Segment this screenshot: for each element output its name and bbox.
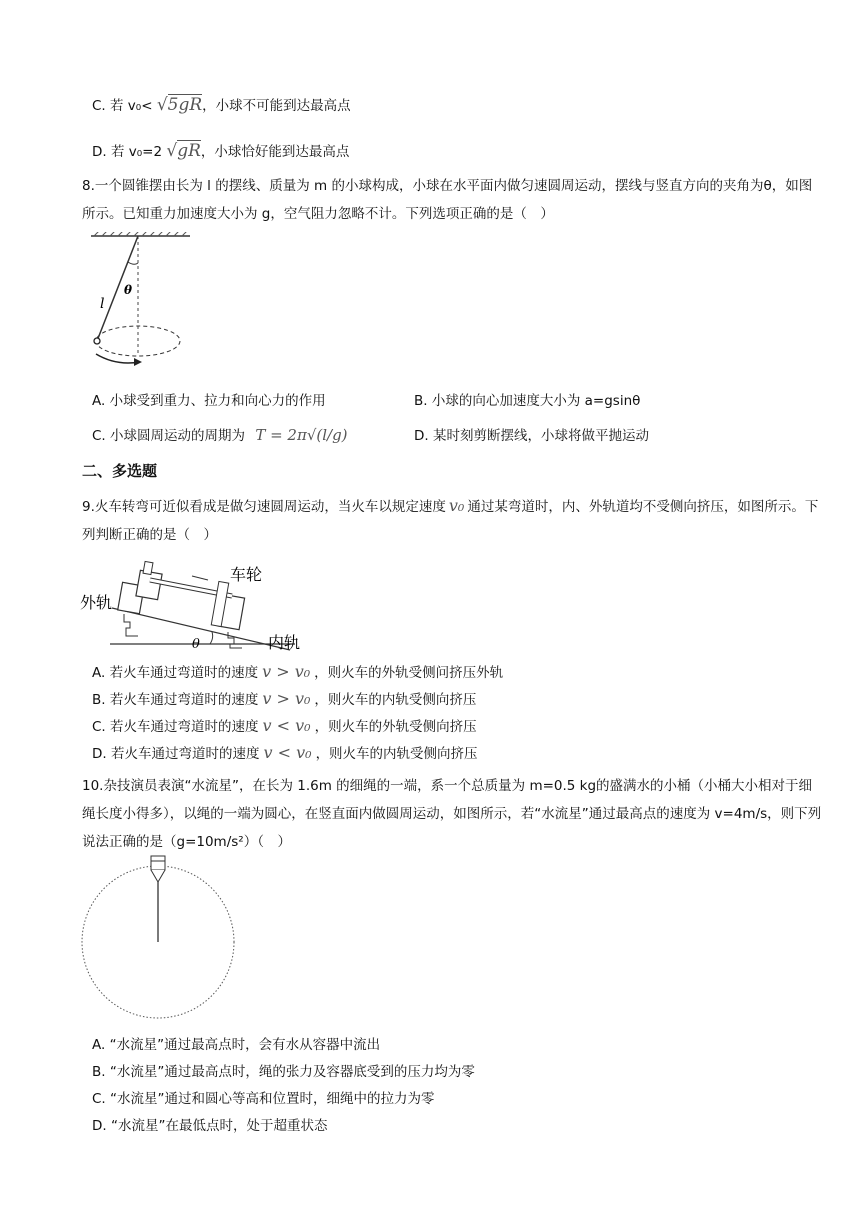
q8-option-b[interactable]: B. 小球的向心加速度大小为 a=gsinθ <box>414 393 641 409</box>
q7-optc-radicand: 5gR <box>167 95 203 115</box>
fig-theta-label: θ <box>192 637 200 652</box>
q9-stem: 9.火车转弯可近似看成是做匀速圆周运动，当火车以规定速度 v₀ 通过某弯道时，内、外轨道均不受侧向挤压，如图所示。下列判断正确的是（ ） <box>82 496 819 543</box>
q8-option-c[interactable]: C. 小球圆周运动的周期为 T = 2π√(l/g) <box>92 426 348 444</box>
period-formula: T = 2π√(l/g) <box>255 426 348 444</box>
q10-option-a[interactable]: A. “水流星”通过最高点时，会有水从容器中流出 <box>92 1037 381 1053</box>
q8-option-a[interactable]: A. 小球受到重力、拉力和向心力的作用 <box>92 393 326 409</box>
fig-l-label: l <box>100 296 105 312</box>
fig-theta-label: θ <box>124 283 133 297</box>
q10-option-c[interactable]: C. “水流星”通过和圆心等高和位置时，细绳中的拉力为零 <box>92 1091 435 1107</box>
q9-option-b[interactable]: B. 若火车通过弯道时的速度 v > v₀ ，则火车的内轨受侧向挤压 <box>92 689 477 708</box>
fig-wheel-label: 车轮 <box>230 565 263 584</box>
q10-option-b[interactable]: B. “水流星”通过最高点时，绳的张力及容器底受到的压力均为零 <box>92 1064 475 1080</box>
q9-option-a[interactable]: A. 若火车通过弯道时的速度 v > v₀ ，则火车的外轨受侧问挤压外轨 <box>92 662 504 681</box>
q7-option-d[interactable]: D. 若 v₀=2 √gR，小球恰好能到达最高点 <box>92 141 350 161</box>
conical-pendulum-figure <box>86 232 196 370</box>
train-rail-figure <box>80 556 310 656</box>
fig-outer-rail-label: 外轨 <box>80 593 113 612</box>
q8-option-d[interactable]: D. 某时刻剪断摆线，小球将做平抛运动 <box>414 428 649 444</box>
q9-option-c[interactable]: C. 若火车通过弯道时的速度 v < v₀ ，则火车的外轨受侧向挤压 <box>92 716 477 735</box>
q10-stem: 10.杂技演员表演“水流星”，在长为 1.6m 的细绳的一端，系一个总质量为 m=0.5 kg的盛满水的小桶（小桶大小相对于细绳长度小得多），以绳的一端为圆心，在竖直面内做圆周运动，如图所示，若“水流星”通过最高点的速度为 v=4m/s，则下列说法正确的是（g=10m/s²）（ ） <box>82 778 822 850</box>
q7-optd-radicand: gR <box>177 141 201 161</box>
q7-option-c[interactable]: C. 若 v₀< √5gR，小球不可能到达最高点 <box>92 95 351 115</box>
q8-stem: 8.一个圆锥摆由长为 l 的摆线、质量为 m 的小球构成，小球在水平面内做匀速圆周运动，摆线与竖直方向的夹角为θ，如图所示。已知重力加速度大小为 g，空气阻力忽略不计。下列选项正确的是（ ） <box>82 178 813 222</box>
q10-option-d[interactable]: D. “水流星”在最低点时，处于超重状态 <box>92 1118 328 1134</box>
water-meteor-figure <box>78 852 238 1022</box>
section-heading: 二、多选题 <box>82 462 158 480</box>
q9-option-d[interactable]: D. 若火车通过弯道时的速度 v < v₀ ，则火车的内轨受侧向挤压 <box>92 743 478 762</box>
fig-inner-rail-label: 内轨 <box>268 633 301 652</box>
